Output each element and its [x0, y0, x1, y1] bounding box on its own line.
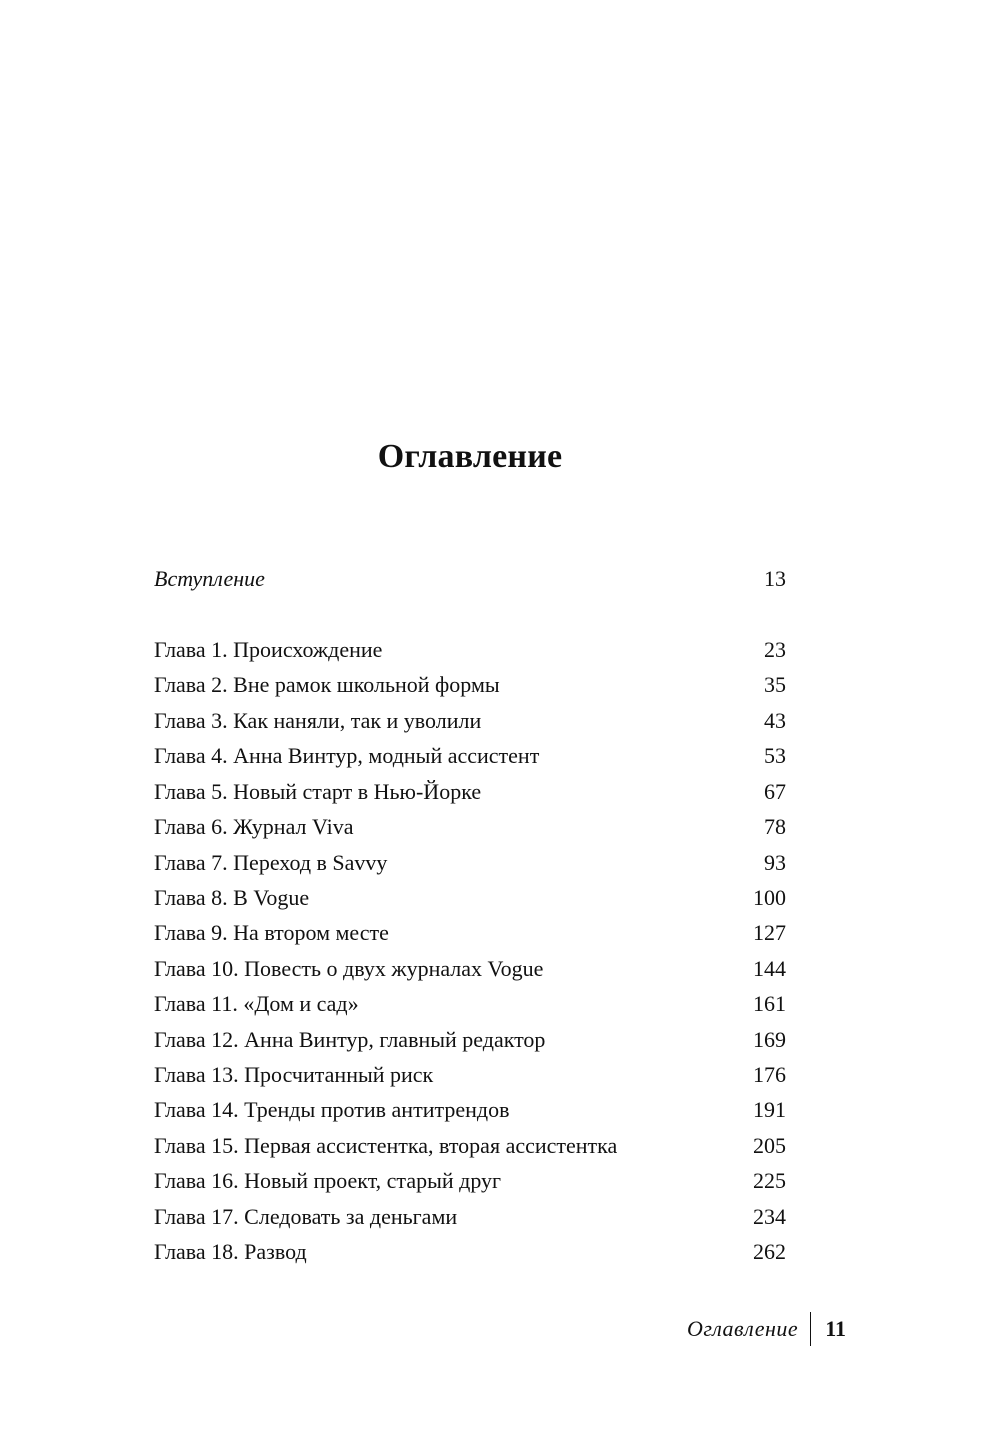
toc-row-chapter-10 — [154, 952, 786, 986]
toc-entry-label: Глава 13. Просчитанный риск — [154, 1062, 434, 1087]
toc-entry-page: 93 — [764, 850, 786, 875]
toc-entry-page: 169 — [753, 1027, 786, 1052]
toc-entry-page: 67 — [764, 779, 786, 804]
toc-row-chapter-4 — [154, 739, 786, 773]
toc-entry-label: Глава 8. В Vogue — [154, 885, 310, 910]
toc-row-chapter-3 — [154, 704, 786, 738]
toc-entry-page: 13 — [764, 566, 786, 591]
toc-entry-label: Глава 14. Тренды против антитрендов — [154, 1097, 510, 1122]
toc-row-chapter-13 — [154, 1058, 786, 1092]
toc-entry-label: Глава 18. Развод — [154, 1239, 307, 1264]
toc-row-chapter-12 — [154, 1023, 786, 1057]
toc-entry-label: Глава 1. Происхождение — [154, 637, 383, 662]
toc-row-chapter-7 — [154, 846, 786, 880]
toc-entry-page: 53 — [764, 743, 786, 768]
toc-row-chapter-17 — [154, 1200, 786, 1234]
toc-row-chapter-2 — [154, 668, 786, 702]
toc-entry-page: 161 — [753, 991, 786, 1016]
toc-entry-label: Глава 10. Повесть о двух журналах Vogue — [154, 956, 544, 981]
toc-entry-label: Глава 16. Новый проект, старый друг — [154, 1168, 502, 1193]
toc-entry-label: Глава 2. Вне рамок школьной формы — [154, 672, 500, 697]
toc-row-chapter-6 — [154, 810, 786, 844]
toc-entry-label: Глава 11. «Дом и сад» — [154, 991, 359, 1016]
toc-entry-page: 35 — [764, 672, 786, 697]
toc-entry-label: Глава 15. Первая ассистентка, вторая ассистентка — [154, 1133, 618, 1158]
toc-entry-page: 176 — [753, 1062, 786, 1087]
toc-entry-page: 262 — [753, 1239, 786, 1264]
toc-entry-label: Вступление — [154, 566, 265, 591]
toc-row-chapter-1 — [154, 633, 786, 667]
toc-entry-page: 144 — [753, 956, 786, 981]
toc-entry-page: 127 — [753, 920, 786, 945]
toc-entry-label: Глава 17. Следовать за деньгами — [154, 1204, 458, 1229]
toc-entry-page: 23 — [764, 637, 786, 662]
toc-entry-label: Глава 9. На втором месте — [154, 920, 389, 945]
page-number: 11 — [825, 1316, 846, 1341]
page-title: Оглавление — [377, 437, 563, 475]
toc-row-chapter-16 — [154, 1164, 786, 1198]
toc-entry-label: Глава 3. Как наняли, так и уволили — [154, 708, 482, 733]
toc-entry-page: 78 — [764, 814, 786, 839]
footer-section-title: Оглавление — [687, 1316, 799, 1341]
toc-entry-page: 43 — [764, 708, 786, 733]
toc-row-chapter-5 — [154, 775, 786, 809]
toc-entry-label: Глава 4. Анна Винтур, модный ассистент — [154, 743, 540, 768]
toc-entry-page: 234 — [753, 1204, 786, 1229]
toc-entry-page: 191 — [753, 1097, 786, 1122]
toc-row-chapter-14 — [154, 1093, 786, 1127]
toc-row-chapter-9 — [154, 916, 786, 950]
toc-entry-page: 225 — [753, 1168, 786, 1193]
toc-entry-page: 100 — [753, 885, 786, 910]
toc-row-chapter-15 — [154, 1129, 786, 1163]
running-footer — [640, 1309, 846, 1349]
toc-entry-label: Глава 12. Анна Винтур, главный редактор — [154, 1027, 546, 1052]
toc-entry-label: Глава 6. Журнал Viva — [154, 814, 354, 839]
toc-row-chapter-8 — [154, 881, 786, 915]
toc-entry-page: 205 — [753, 1133, 786, 1158]
toc-entry-label: Глава 7. Переход в Savvy — [154, 850, 388, 875]
toc-row-chapter-11 — [154, 987, 786, 1021]
toc-entry-label: Глава 5. Новый старт в Нью-Йорке — [154, 779, 482, 804]
toc-row-intro — [154, 562, 786, 596]
toc-row-chapter-18 — [154, 1235, 786, 1269]
